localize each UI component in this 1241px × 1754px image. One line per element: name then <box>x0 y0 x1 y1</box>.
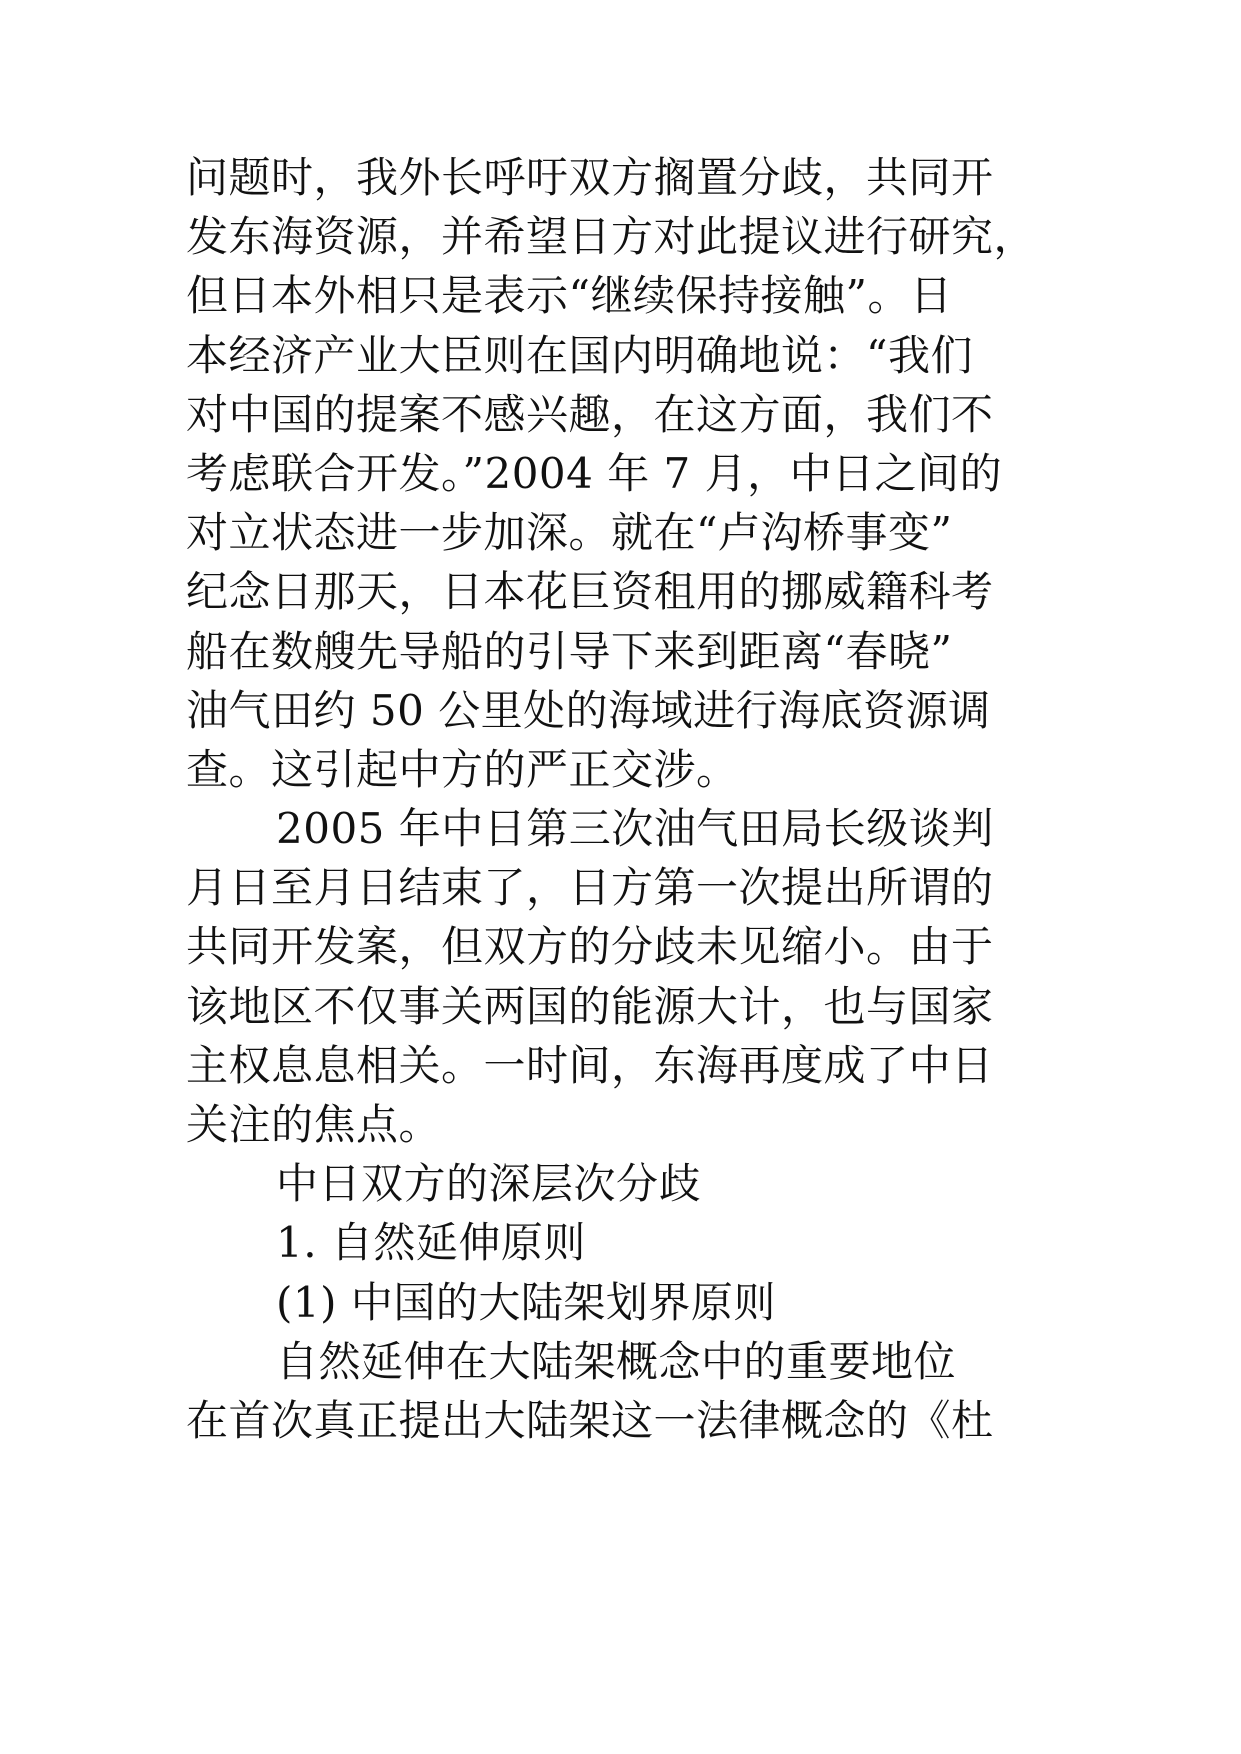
paragraph-start-line: 2005 年中日第三次油气田局长级谈判 <box>276 804 994 854</box>
text-line: 对立状态进一步加深。就在“卢沟桥事变” <box>186 508 953 558</box>
text-line: 船在数艘先导船的引导下来到距离“春晓” <box>186 626 953 676</box>
text-line: 对中国的提案不感兴趣，在这方面，我们不 <box>186 389 994 439</box>
section-heading: 中日双方的深层次分歧 <box>276 1159 702 1209</box>
text-line: 发东海资源，并希望日方对此提议进行研究， <box>186 212 1037 262</box>
text-line: 关注的焦点。 <box>186 1100 442 1149</box>
text-line: 月日至月日结束了，日方第一次提出所谓的 <box>186 863 994 913</box>
body-text <box>186 148 1086 1450</box>
paragraph-start-line: 自然延伸在大陆架概念中的重要地位 <box>276 1336 957 1386</box>
text-line: 查。这引起中方的严正交涉。 <box>186 744 739 794</box>
text-line: 油气田约 50 公里处的海域进行海底资源调 <box>186 685 991 735</box>
text-line: 考虑联合开发。”2004 年 7 月，中日之间的 <box>186 448 1003 498</box>
text-line: 本经济产业大臣则在国内明确地说：“我们 <box>186 330 973 380</box>
text-line: 主权息息相关。一时间，东海再度成了中日 <box>186 1040 994 1090</box>
text-line: 该地区不仅事关两国的能源大计，也与国家 <box>186 981 994 1031</box>
text-line: 纪念日那天，日本花巨资租用的挪威籍科考 <box>186 567 994 617</box>
text-line: 共同开发案，但双方的分歧未见缩小。由于 <box>186 922 994 972</box>
text-line: 在首次真正提出大陆架这一法律概念的《杜 <box>186 1395 994 1445</box>
text-line: 但日本外相只是表示“继续保持接触”。日 <box>186 271 953 321</box>
subsubsection-heading: (1) 中国的大陆架划界原则 <box>276 1277 776 1327</box>
subsection-heading: 1. 自然延伸原则 <box>276 1218 586 1268</box>
text-line: 问题时，我外长呼吁双方搁置分歧，共同开 <box>186 153 994 202</box>
